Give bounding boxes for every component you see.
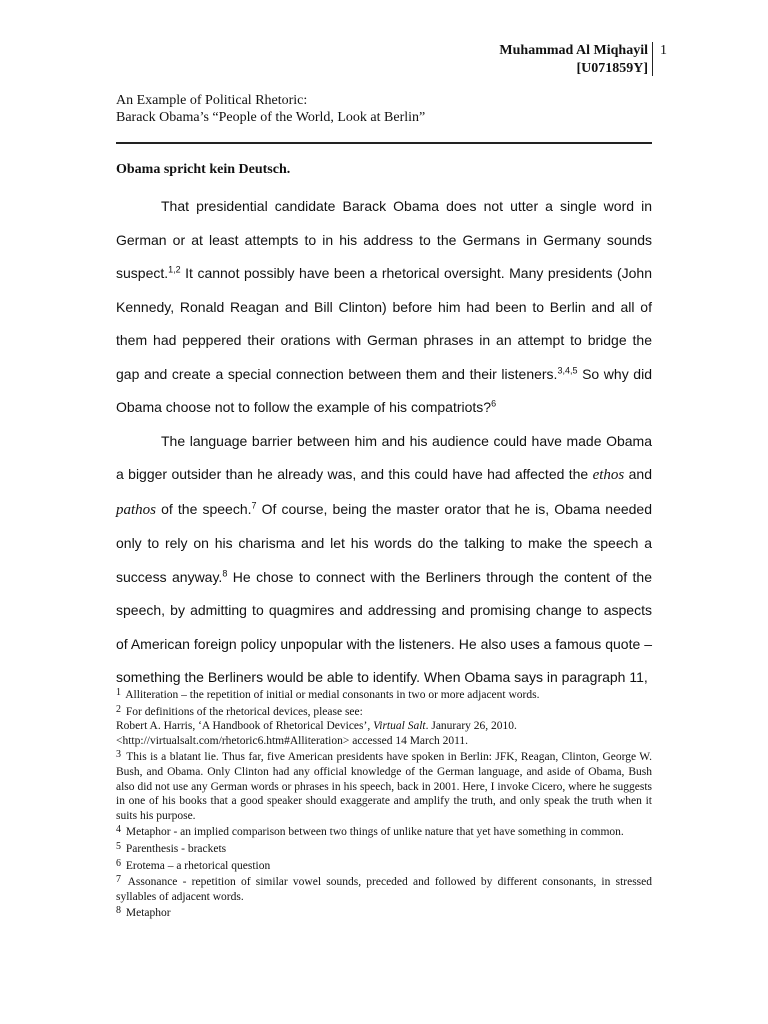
student-id: [U071859Y] <box>576 61 648 76</box>
page-number: 1 <box>660 43 667 58</box>
footnote-citation-source: Virtual Salt <box>373 720 426 733</box>
footnote-number: 8 <box>116 905 121 917</box>
running-header <box>499 42 648 78</box>
p2-text-d: He chose to connect with the Berliners through the content of the speech, by admitting to quagmires and addressing and promising change to aspects of American foreign policy unpopular with the listeners. He also uses a famous quote – something the Berliners would be able to identify. When Obama says in paragraph 11, <box>116 568 653 685</box>
footnote-ref-3-4-5: 3,4,5 <box>557 364 578 375</box>
footnote-number: 7 <box>116 874 121 886</box>
footnote-text: For definitions of the rhetorical devices, please see: <box>125 705 363 718</box>
footnote-number: 4 <box>116 824 121 836</box>
footnote-citation-date: . Janurary 26, 2010. <box>425 720 517 733</box>
footnote-1 <box>116 686 652 703</box>
p1-text-a: That presidential candidate Barack Obama does not utter a single word in German or at least attempts to in his address to the Germans in Germany sounds suspect. <box>116 198 652 281</box>
footnote-text: Metaphor <box>125 907 171 920</box>
footnote-number: 3 <box>116 749 121 761</box>
p2-text-c: Of course, being the master orator that he is, Obama needed only to rely on his charisma and let his words do the talking to make the speech a success anyway. <box>116 500 653 585</box>
title-line-1: An Example of Political Rhetoric: <box>116 93 308 108</box>
footnote-ref-7: 7 <box>251 499 257 510</box>
footnote-4 <box>116 823 652 840</box>
p1-text-b: It cannot possibly have been a rhetorical oversight. Many presidents (John Kennedy, Ronald Reagan and Bill Clinton) before him had been to Berlin and all of them had peppered their orations with German phrases in an attempt to bridge the gap and create a special connection between them and their listeners. <box>116 265 652 382</box>
document-title <box>116 92 425 126</box>
paragraph-1 <box>116 190 652 425</box>
footnote-2 <box>116 703 652 749</box>
author-name: Muhammad Al Miqhayil <box>499 43 648 58</box>
footnote-citation: Robert A. Harris, ‘A Handbook of Rhetorical Devices’, <box>116 720 374 733</box>
footnote-text: Parenthesis - brackets <box>125 842 227 855</box>
p2-text-a: The language barrier between him and his audience could have made Obama a bigger outsider than he already was, and this could have had affected the <box>116 432 652 482</box>
footnote-8 <box>116 904 652 921</box>
body-text <box>116 190 652 695</box>
title-line-2: Barack Obama’s “People of the World, Look at Berlin” <box>116 110 426 125</box>
header-divider <box>652 42 653 76</box>
footnote-number: 1 <box>116 687 121 698</box>
footnote-ref-8: 8 <box>222 567 228 578</box>
footnote-text: Assonance - repetition of similar vowel sounds, preceded and followed by different consonants, in stressed syllables of adjacent words. <box>116 876 652 903</box>
term-pathos: pathos <box>116 501 157 518</box>
footnote-number: 2 <box>116 703 121 715</box>
footnote-7 <box>116 873 652 904</box>
section-heading: Obama spricht kein Deutsch. <box>116 162 291 177</box>
footnote-number: 5 <box>116 840 121 852</box>
p2-text-and: and <box>624 466 652 482</box>
footnote-text: Metaphor - an implied comparison between two things of unlike nature that yet have something in common. <box>125 826 624 839</box>
paragraph-2 <box>116 425 652 695</box>
footnote-ref-1-2: 1,2 <box>168 264 181 275</box>
footnote-ref-6: 6 <box>491 398 497 409</box>
p2-text-b: of the speech. <box>156 500 252 517</box>
footnote-text: Erotema – a rhetorical question <box>125 859 271 872</box>
term-ethos: ethos <box>592 467 625 483</box>
footnote-6 <box>116 857 652 874</box>
title-divider <box>116 142 652 144</box>
footnote-text: This is a blatant lie. Thus far, five American presidents have spoken in Berlin: JFK, Reagan, Clinton, George W. Bush, and Obama. Only Clinton had any official knowledge of the German language, and aside of Obama, Bush also did not use any German words or phrases in his speech, back in 2001. Here, I invoke Cicero, where he suggests in one of his books that a good speaker should exaggerate and amplify the truth, and only speak the truth when it suits his purpose. <box>116 751 652 822</box>
footnote-5 <box>116 840 652 857</box>
p1-text-c: So why did Obama choose not to follow the example of his compatriots? <box>116 365 652 415</box>
footnotes <box>116 686 652 921</box>
footnote-text: Alliteration – the repetition of initial or medial consonants in two or more adjacent words. <box>125 689 540 701</box>
footnote-url: <http://virtualsalt.com/rhetoric6.htm#Alliteration> accessed 14 March 2011. <box>116 734 469 747</box>
footnote-3 <box>116 748 652 823</box>
footnote-number: 6 <box>116 857 121 869</box>
